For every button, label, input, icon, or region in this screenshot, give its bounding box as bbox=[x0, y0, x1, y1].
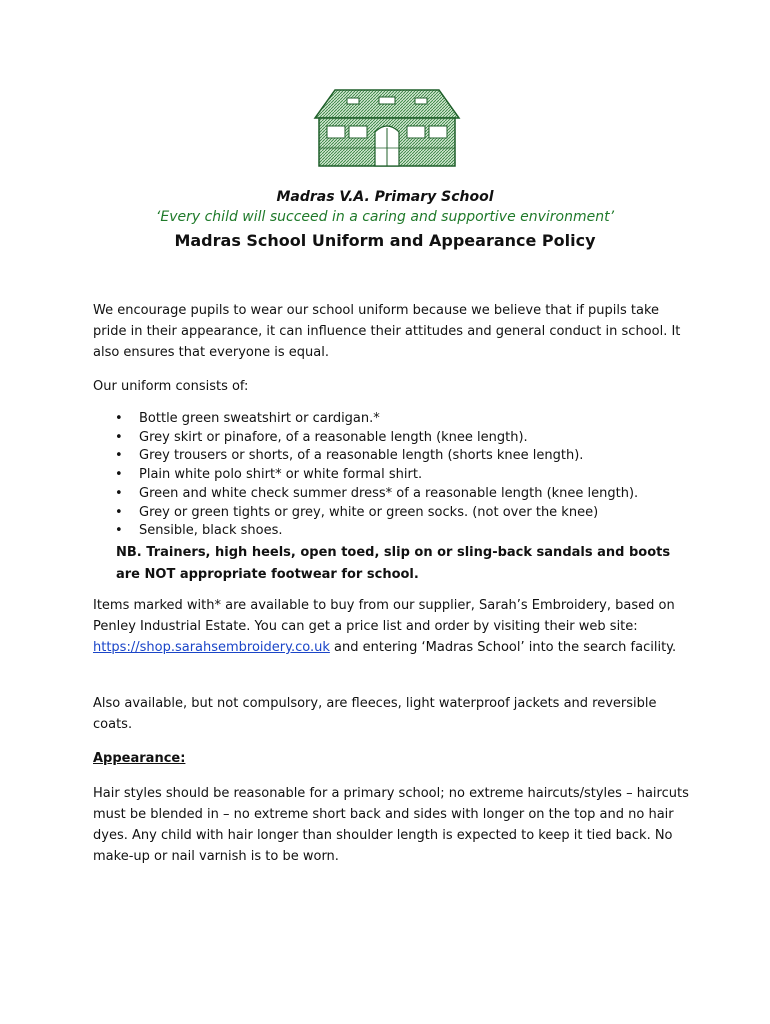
supplier-link[interactable]: https://shop.sarahsembroidery.co.uk bbox=[93, 640, 330, 655]
list-item: • Grey skirt or pinafore, of a reasonable length (knee length). bbox=[139, 429, 739, 448]
supplier-text-after: and entering ‘Madras School’ into the search facility. bbox=[329, 640, 677, 655]
uniform-list-intro: Our uniform consists of: bbox=[93, 379, 249, 394]
school-name: Madras V.A. Primary School bbox=[276, 189, 494, 205]
footwear-note: NB. Trainers, high heels, open toed, slip on or sling-back sandals and boots are NOT appropriate footwear for school. bbox=[116, 545, 671, 582]
list-item: • Plain white polo shirt* or white formal shirt. bbox=[139, 466, 739, 485]
optional-items-paragraph: Also available, but not compulsory, are fleeces, light waterproof jackets and reversible coats. bbox=[93, 696, 657, 732]
list-item: • Green and white check summer dress* of a reasonable length (knee length). bbox=[139, 485, 739, 504]
supplier-paragraph bbox=[93, 595, 693, 658]
school-motto: ‘Every child will succeed in a caring and supportive environment’ bbox=[155, 209, 615, 225]
supplier-text: Items marked with* are available to buy from our supplier, Sarah’s Embroidery, based on Penley Industrial Estate. You can get a price list and order by visiting their web site: bbox=[93, 598, 675, 634]
list-item: • Grey or green tights or grey, white or green socks. (not over the knee) bbox=[139, 504, 739, 523]
school-building-logo-icon bbox=[313, 88, 461, 168]
document-header bbox=[0, 187, 770, 253]
list-item: • Sensible, black shoes. bbox=[139, 522, 739, 541]
list-item: • Grey trousers or shorts, of a reasonable length (shorts knee length). bbox=[139, 447, 739, 466]
document-title: Madras School Uniform and Appearance Policy bbox=[174, 231, 596, 250]
uniform-list bbox=[93, 410, 739, 541]
appearance-paragraph: Hair styles should be reasonable for a primary school; no extreme haircuts/styles – haircuts must be blended in – no extreme short back and sides with longer on the top and no hair dyes. Any child with hair longer than shoulder length is expected to keep it tied back. No make-up or nail varnish is to be worn. bbox=[93, 786, 689, 864]
appearance-heading: Appearance: bbox=[93, 751, 186, 766]
intro-paragraph: We encourage pupils to wear our school uniform because we believe that if pupils take pride in their appearance, it can influence their attitudes and general conduct in school. It also ensures that everyone is equal. bbox=[93, 303, 681, 360]
list-item: • Bottle green sweatshirt or cardigan.* bbox=[139, 410, 739, 429]
